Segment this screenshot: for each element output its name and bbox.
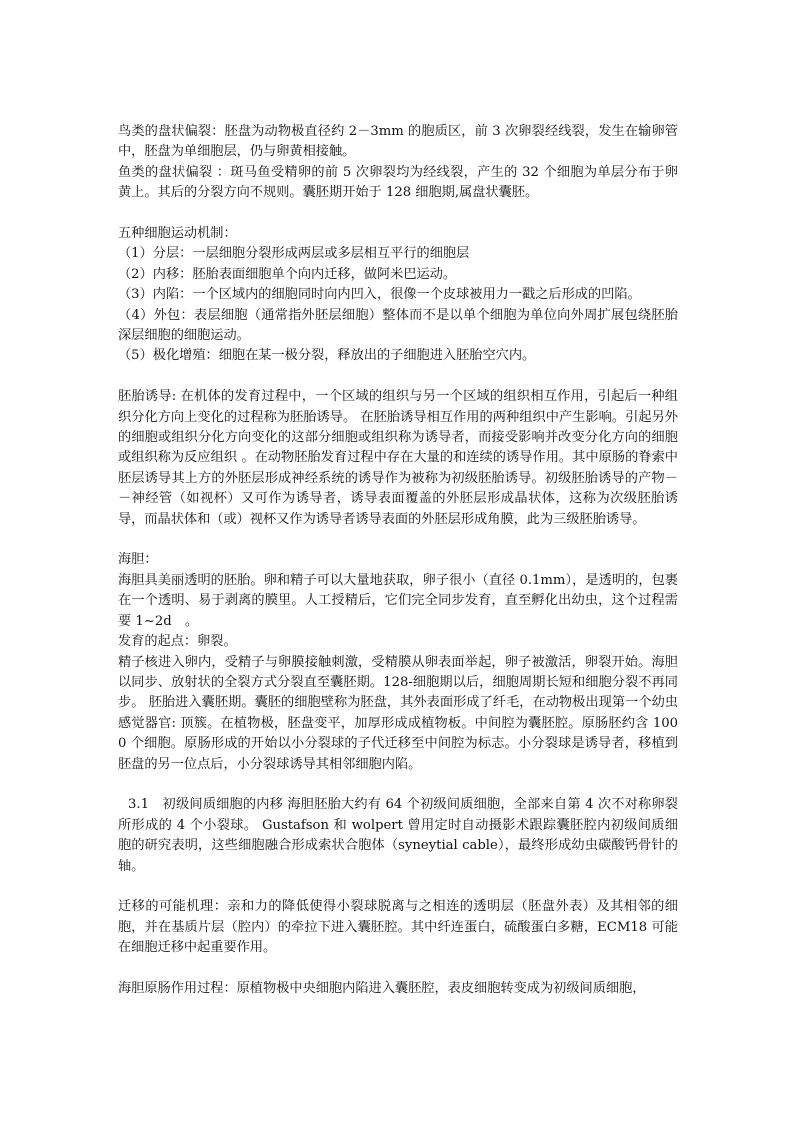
paragraph-migration-mechanism: 迁移的可能机理：亲和力的降低使得小裂球脱离与之相连的透明层（胚盘外表）及其相邻的细胞，并在基质片层（腔内）的牵拉下进入囊胚腔。其中纤连蛋白，硫酸蛋白多糖，ECM18 可能在细胞迁移中起重要作用。 bbox=[118, 899, 678, 956]
list-item-delamination: （1）分层：一层细胞分裂形成两层或多层相互平行的细胞层 bbox=[118, 246, 470, 262]
blank-line bbox=[118, 959, 678, 979]
list-item-ingression: （2）内移：胚胎表面细胞单个向内迁移，做阿米巴运动。 bbox=[118, 266, 457, 282]
list-item-epiboly: （4）外包：表层细胞（通常指外胚层细胞）整体而不是以单个细胞为单位向外周扩展包绕胚胎深层细胞的细胞运动。 bbox=[118, 307, 678, 344]
list-item-polarized-proliferation: （5）极化增殖：细胞在某一极分裂，释放出的子细胞进入胚胎空穴内。 bbox=[118, 348, 536, 364]
paragraph-section-3-1: 3.1 初级间质细胞的内移 海胆胚胎大约有 64 个初级间质细胞，全部来自第 4 次不对称卵裂所形成的 4 个小裂球。 Gustafson 和 wolpert 曾用定时自动摄影术跟踪囊胚腔内初级间质细胞的研究表明，这些细胞融合形成索状合胞体（syneytial cable），最终形成幼虫碳酸钙骨针的轴。 bbox=[118, 797, 678, 874]
blank-line bbox=[118, 775, 678, 795]
document-page bbox=[118, 122, 678, 999]
paragraph-bird-cleavage: 鸟类的盘状偏裂：胚盘为动物极直径约 2－3mm 的胞质区，前 3 次卵裂经线裂，发生在输卵管中，胚盘为单细胞层，仍与卵黄相接触。 bbox=[118, 124, 678, 160]
paragraph-sea-urchin-intro: 海胆具美丽透明的胚胎。卵和精子可以大量地获取，卵子很小（直径 0.1mm），是透明的，包裹在一个透明、易于剥离的膜里。人工授精后，它们完全同步发育，直至孵化出幼虫，这个过程需要 1~2d 。 bbox=[118, 572, 678, 629]
blank-line bbox=[118, 204, 678, 224]
blank-line bbox=[118, 367, 678, 387]
paragraph-cleavage-process: 精子核进入卵内，受精子与卵膜接触刺激，受精膜从卵表面举起，卵子被激活，卵裂开始。海胆以同步、放射状的全裂方式分裂直至囊胚期。128-细胞期以后，细胞周期长短和细胞分裂不再同步。 胚胎进入囊胚期。囊胚的细胞壁称为胚盘，其外表面形成了纤毛，在动物极出现第一个幼虫感觉器官: 顶簇。在植物极，胚盘变平，加厚形成成植物板。中间腔为囊胚腔。原肠胚约含 1000 个细胞。原肠形成的开始以小分裂球的子代迁移至中间腔为标志。小分裂球是诱导者，移植到胚盘的另一位点后，小分裂球诱导其相邻细胞内陷。 bbox=[118, 654, 678, 772]
blank-line bbox=[118, 530, 678, 550]
heading-sea-urchin: 海胆： bbox=[118, 552, 158, 568]
heading-cell-movements: 五种细胞运动机制： bbox=[118, 226, 237, 242]
paragraph-development-start: 发育的起点：卵裂。 bbox=[118, 634, 237, 650]
paragraph-embryonic-induction: 胚胎诱导: 在机体的发育过程中，一个区域的组织与另一个区域的组织相互作用，引起后一种组织分化方向上变化的过程称为胚胎诱导。 在胚胎诱导相互作用的两种组织中产生影响。引起另外的细胞或组织分化方向变化的这部分细胞或组织称为诱导者，而接受影响并改变分化方向的细胞或组织称为反应组织 。在动物胚胎发育过程中存在大量的和连续的诱导作用。其中原肠的脊索中胚层诱导其上方的外胚层形成神经系统的诱导作为被称为初级胚胎诱导。初级胚胎诱导的产物－－神经管（如视杯）又可作为诱导者，诱导表面覆盖的外胚层形成晶状体，这称为次级胚胎诱导，而晶状体和（或）视杯又作为诱导者诱导表面的外胚层形成角膜，此为三级胚胎诱导。 bbox=[118, 389, 678, 527]
blank-line bbox=[118, 877, 678, 897]
paragraph-fish-cleavage: 鱼类的盘状偏裂 ：斑马鱼受精卵的前 5 次卵裂均为经线裂，产生的 32 个细胞为单层分布于卵黄上。其后的分裂方向不规则。囊胚期开始于 128 细胞期,属盘状囊胚。 bbox=[118, 164, 678, 201]
paragraph-gastrulation-process: 海胆原肠作用过程：原植物极中央细胞内陷进入囊胚腔，表皮细胞转变成为初级间质细胞， bbox=[118, 980, 646, 996]
list-item-invagination: （3）内陷：一个区域内的细胞同时向内凹入，很像一个皮球被用力一戳之后形成的凹陷。 bbox=[118, 287, 641, 303]
